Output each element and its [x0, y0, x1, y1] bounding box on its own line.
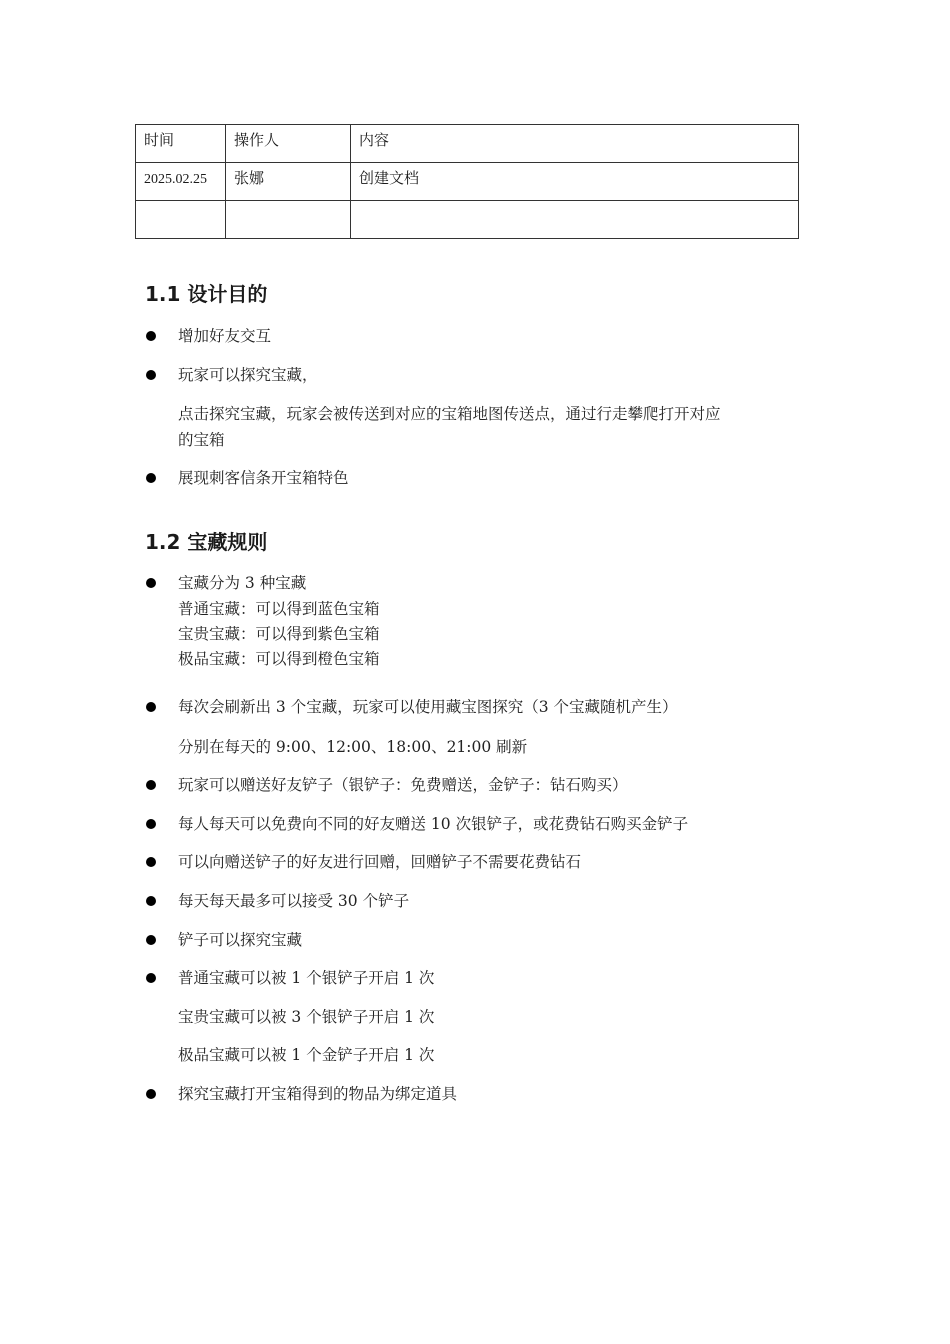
revision-table: [135, 124, 799, 239]
list-item: 玩家可以探究宝藏，: [178, 366, 318, 384]
bullet-icon: [146, 331, 156, 341]
bullet-icon: [146, 935, 156, 945]
header-cell-operator: 操作人: [226, 125, 351, 163]
list-item-continuation: 极品宝藏可以被 1 个金铲子开启 1 次: [178, 1046, 435, 1064]
list-item: 可以向赠送铲子的好友进行回赠，回赠铲子不需要花费钻石: [178, 853, 582, 871]
table-cell-operator: [226, 201, 351, 239]
bullet-icon: [146, 819, 156, 829]
table-row: [136, 201, 799, 239]
table-cell-date: 2025.02.25: [136, 163, 226, 201]
list-item-continuation: 宝贵宝藏：可以得到紫色宝箱: [178, 625, 380, 643]
list-item-continuation: 点击探究宝藏，玩家会被传送到对应的宝箱地图传送点，通过行走攀爬打开对应: [178, 405, 721, 423]
list-item: 宝藏分为 3 种宝藏: [178, 574, 307, 592]
header-cell-time: 时间: [136, 125, 226, 163]
list-item: 每人每天可以免费向不同的好友赠送 10 次银铲子，或花费钻石购买金铲子: [178, 815, 689, 833]
bullet-icon: [146, 578, 156, 588]
table-cell-content: 创建文档: [351, 163, 799, 201]
list-item: 增加好友交互: [178, 327, 272, 345]
bullet-icon: [146, 973, 156, 983]
bullet-icon: [146, 473, 156, 483]
table-header-row: [136, 125, 799, 163]
list-item: 探究宝藏打开宝箱得到的物品为绑定道具: [178, 1085, 458, 1103]
list-item-continuation: 的宝箱: [178, 431, 225, 449]
bullet-icon: [146, 857, 156, 867]
list-item: 普通宝藏可以被 1 个银铲子开启 1 次: [178, 969, 435, 987]
table-cell-date: [136, 201, 226, 239]
list-item-continuation: 分别在每天的 9:00、12:00、18:00、21:00 刷新: [178, 738, 528, 756]
list-item: 铲子可以探究宝藏: [178, 931, 303, 949]
list-item-continuation: 普通宝藏：可以得到蓝色宝箱: [178, 600, 380, 618]
section-heading-treasure-rules: 1.2 宝藏规则: [145, 530, 268, 554]
table-row: [136, 163, 799, 201]
section-heading-design-purpose: 1.1 设计目的: [145, 282, 268, 306]
table-cell-operator: 张娜: [226, 163, 351, 201]
list-item: 每次会刷新出 3 个宝藏，玩家可以使用藏宝图探究（3 个宝藏随机产生）: [178, 698, 678, 716]
list-item-continuation: 宝贵宝藏可以被 3 个银铲子开启 1 次: [178, 1008, 435, 1026]
list-item: 每天每天最多可以接受 30 个铲子: [178, 892, 410, 910]
list-item: 玩家可以赠送好友铲子（银铲子：免费赠送，金铲子：钻石购买）: [178, 776, 628, 794]
bullet-icon: [146, 1089, 156, 1099]
header-cell-content: 内容: [351, 125, 799, 163]
table-cell-content: [351, 201, 799, 239]
bullet-icon: [146, 702, 156, 712]
bullet-icon: [146, 780, 156, 790]
list-item: 展现刺客信条开宝箱特色: [178, 469, 349, 487]
bullet-icon: [146, 896, 156, 906]
list-item-continuation: 极品宝藏：可以得到橙色宝箱: [178, 650, 380, 668]
bullet-icon: [146, 370, 156, 380]
